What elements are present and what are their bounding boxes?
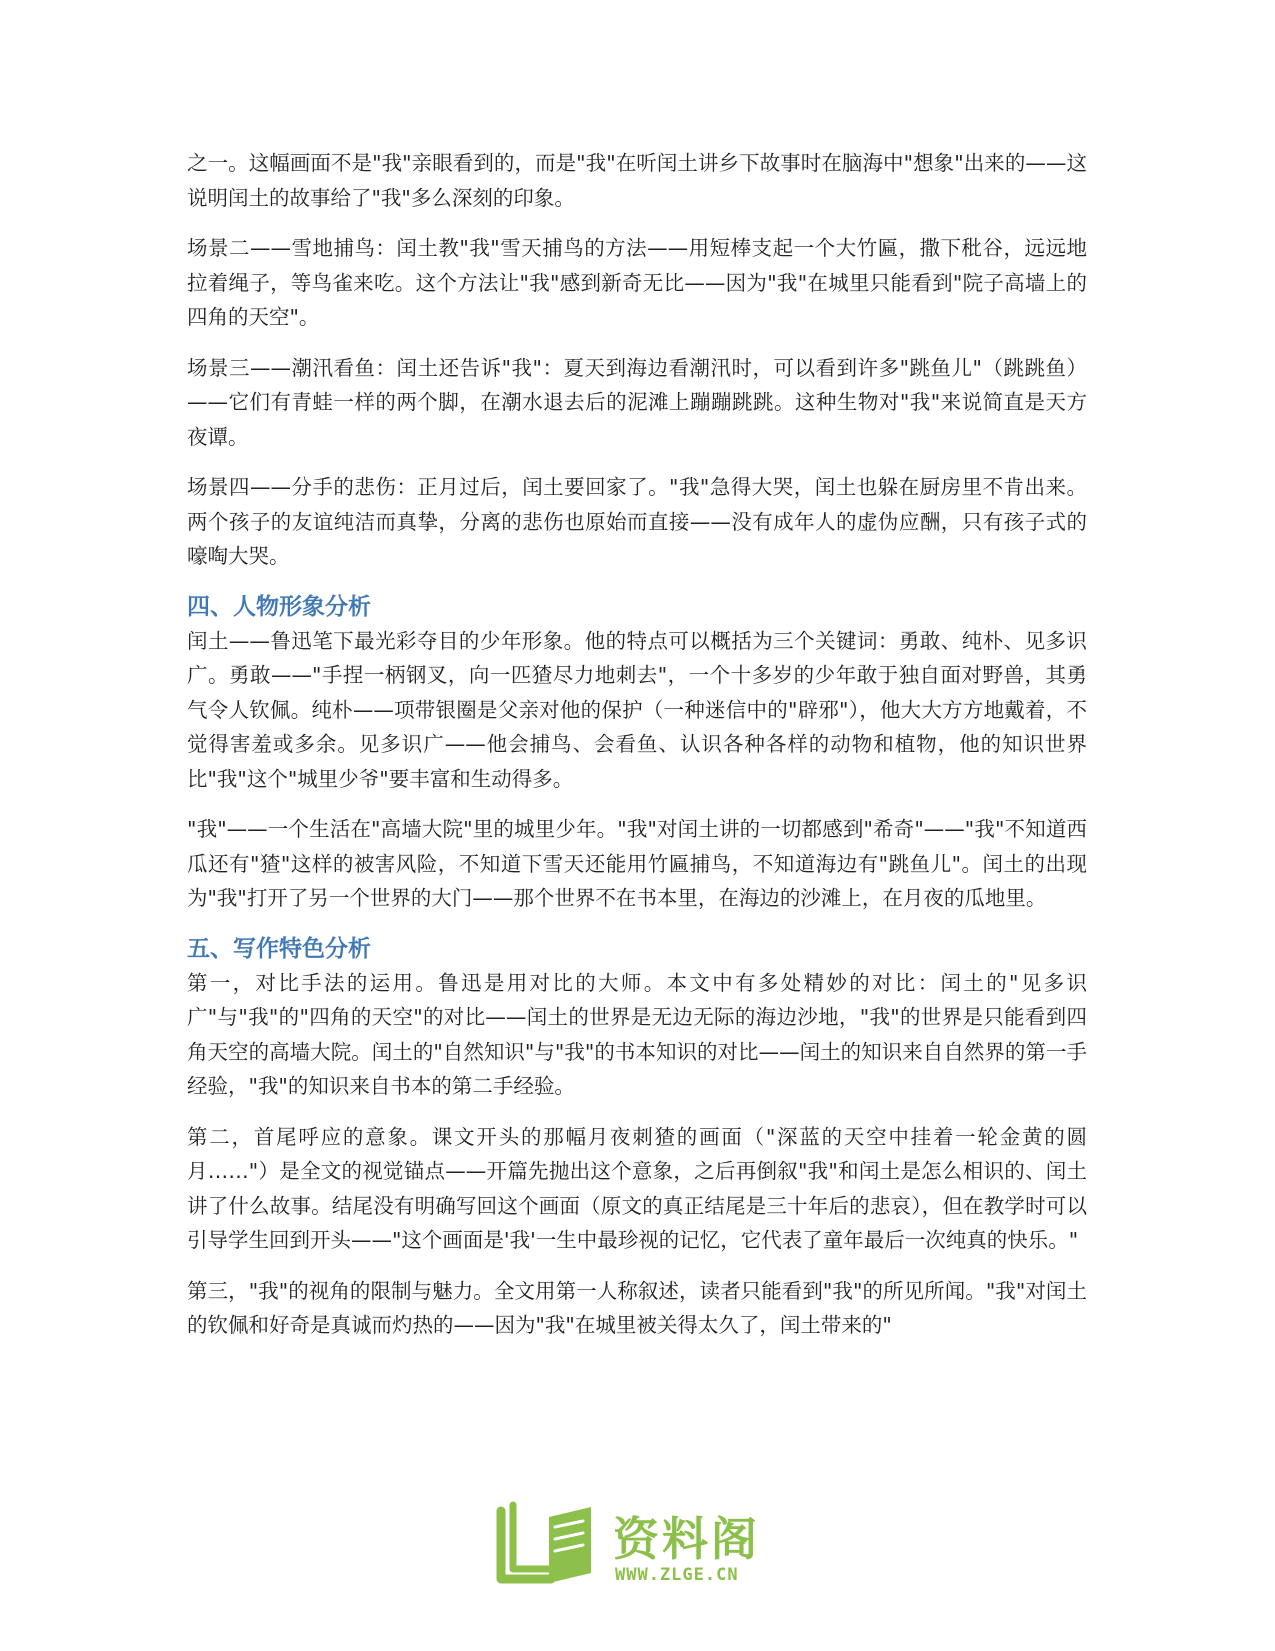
section-heading-writing-features: 五、写作特色分析: [187, 935, 371, 962]
logo-text: 资料阁: [613, 1512, 760, 1566]
document-body: [187, 146, 1087, 1359]
section-heading-characters: 四、人物形象分析: [187, 593, 371, 620]
paragraph: 场景四——分手的悲伤：正月过后，闰土要回家了。"我"急得大哭，闰土也躲在厨房里不肯出来。两个孩子的友谊纯洁而真挚，分离的悲伤也原始而直接——没有成年人的虚伪应酬，只有孩子式的嚎啕大哭。: [187, 475, 1087, 568]
paragraph: 第三，"我"的视角的限制与魅力。全文用第一人称叙述，读者只能看到"我"的所见所闻。"我"对闰土的钦佩和好奇是真诚而灼热的——因为"我"在城里被关得太久了，闰土带来的": [187, 1278, 1087, 1337]
paragraph: 第二，首尾呼应的意象。课文开头的那幅月夜刺猹的画面（"深蓝的天空中挂着一轮金黄的圆月……"）是全文的视觉锚点——开篇先抛出这个意象，之后再倒叙"我"和闰土是怎么相识的、闰土讲了什么故事。结尾没有明确写回这个画面（原文的真正结尾是三十年后的悲哀），但在教学时可以引导学生回到开头——"这个画面是'我'一生中最珍视的记忆，它代表了童年最后一次纯真的快乐。": [187, 1124, 1087, 1252]
logo-url: WWW.ZLGE.CN: [615, 1565, 739, 1585]
paragraph: 场景二——雪地捕鸟：闰土教"我"雪天捕鸟的方法——用短棒支起一个大竹匾，撒下秕谷，远远地拉着绳子，等鸟雀来吃。这个方法让"我"感到新奇无比——因为"我"在城里只能看到"院子高墙上的四角的天空"。: [187, 236, 1087, 329]
paragraph: "我"——一个生活在"高墙大院"里的城里少年。"我"对闰土讲的一切都感到"希奇"——"我"不知道西瓜还有"猹"这样的被害风险，不知道下雪天还能用竹匾捕鸟，不知道海边有"跳鱼儿"。闰土的出现为"我"打开了另一个世界的大门——那个世界不在书本里，在海边的沙滩上，在月夜的瓜地里。: [187, 817, 1087, 910]
paragraph: 闰土——鲁迅笔下最光彩夺目的少年形象。他的特点可以概括为三个关键词：勇敢、纯朴、见多识广。勇敢——"手捏一柄钢叉，向一匹猹尽力地刺去"，一个十多岁的少年敢于独自面对野兽，其勇气令人钦佩。纯朴——项带银圈是父亲对他的保护（一种迷信中的"辟邪"），他大大方方地戴着，不觉得害羞或多余。见多识广——他会捕鸟、会看鱼、认识各种各样的动物和植物，他的知识世界比"我"这个"城里少爷"要丰富和生动得多。: [187, 628, 1087, 791]
book-folder-logo-icon: [493, 1497, 605, 1593]
paragraph: 第一，对比手法的运用。鲁迅是用对比的大师。本文中有多处精妙的对比：闰土的"见多识广"与"我"的"四角的天空"的对比——闰土的世界是无边无际的海边沙地，"我"的世界是只能看到四角天空的高墙大院。闰土的"自然知识"与"我"的书本知识的对比——闰土的知识来自自然界的第一手经验，"我"的知识来自书本的第二手经验。: [187, 970, 1087, 1098]
paragraph: 之一。这幅画面不是"我"亲眼看到的，而是"我"在听闰土讲乡下故事时在脑海中"想象"出来的——这说明闰土的故事给了"我"多么深刻的印象。: [187, 151, 1087, 210]
footer-logo: [493, 1497, 783, 1597]
paragraph: 场景三——潮汛看鱼：闰土还告诉"我"：夏天到海边看潮汛时，可以看到许多"跳鱼儿"（跳跳鱼）——它们有青蛙一样的两个脚，在潮水退去后的泥滩上蹦蹦跳跳。这种生物对"我"来说简直是天方夜谭。: [187, 355, 1087, 449]
